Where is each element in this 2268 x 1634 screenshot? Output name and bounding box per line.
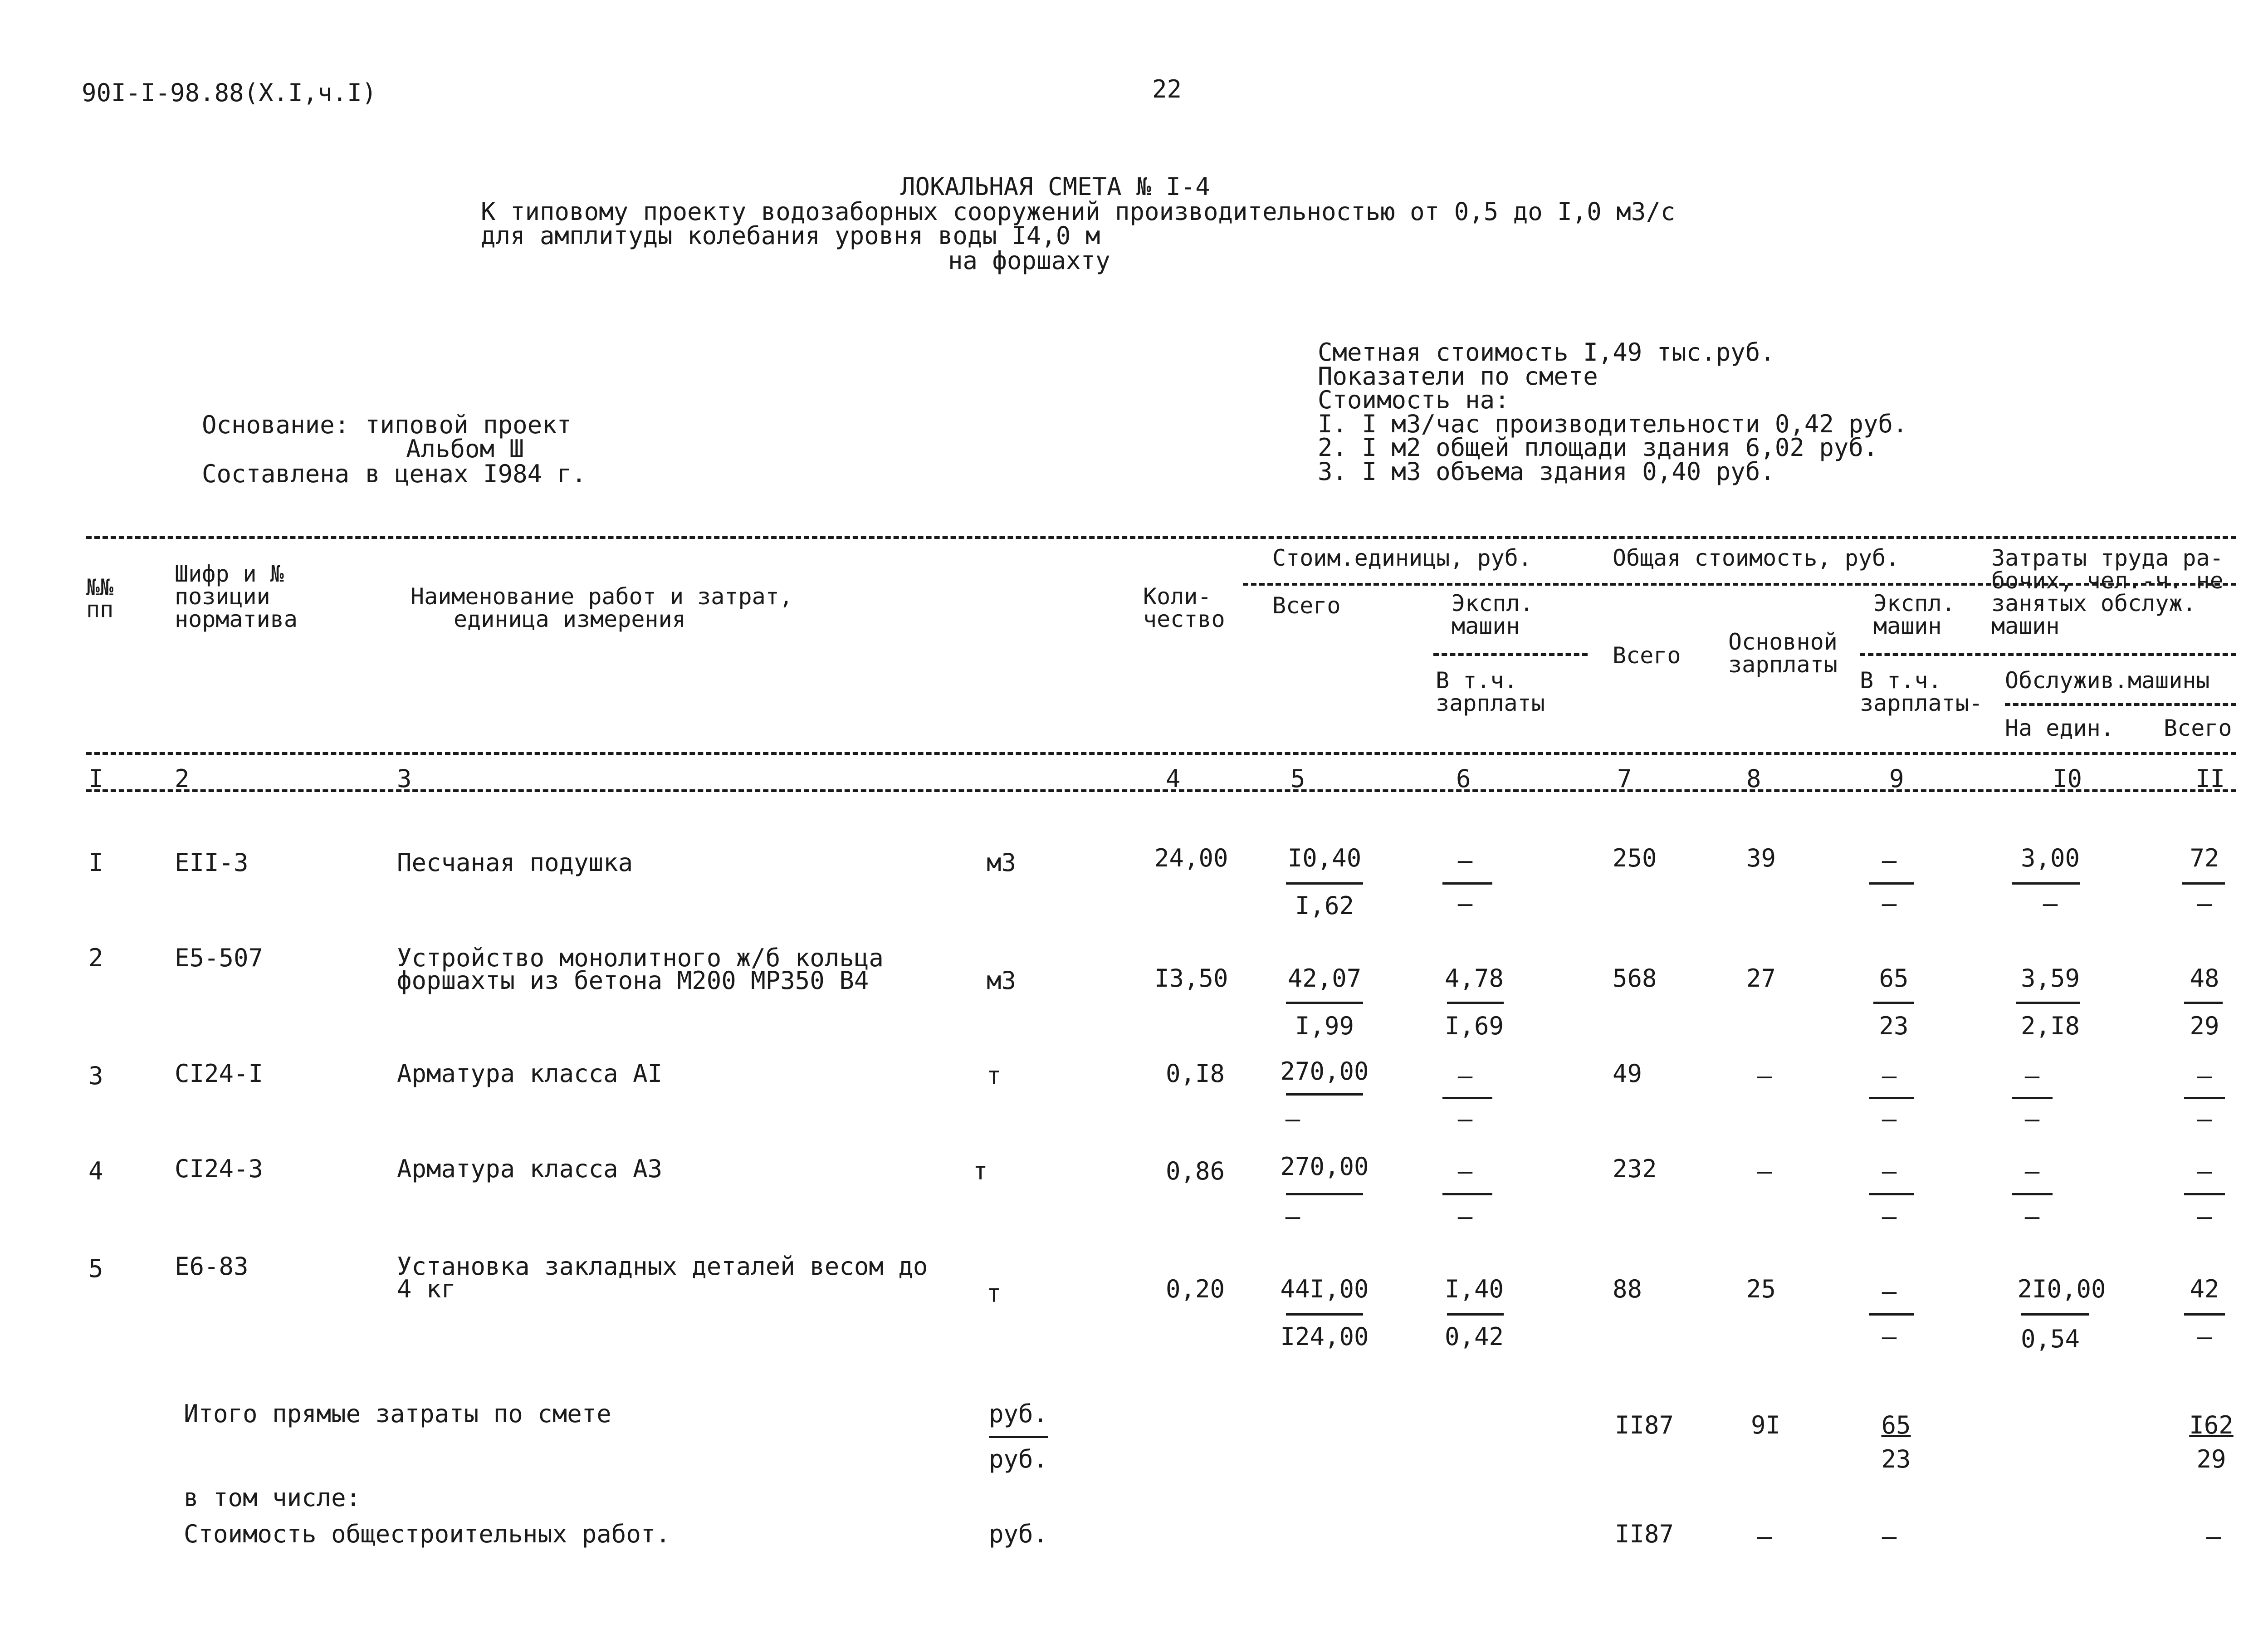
- prices-value: в ценах I984 г.: [365, 460, 587, 488]
- mach-subrule: [1433, 653, 1588, 656]
- row4-labor-total: –: [2197, 1157, 2212, 1185]
- header-bottom-rule: [86, 752, 2236, 755]
- row2-code: Е5-507: [175, 944, 264, 972]
- row2-total: 568: [1613, 964, 1657, 993]
- row1-labor-total: 72: [2190, 844, 2219, 872]
- col-labor-4: машин: [1991, 613, 2060, 639]
- col-labor-3: занятых обслуж.: [1991, 590, 2196, 616]
- row3-unit: т: [987, 1062, 1002, 1090]
- tmach-subrule: [1860, 653, 2236, 656]
- row3-wage: –: [1757, 1062, 1772, 1090]
- row3-unit-total: 270,00: [1280, 1057, 1369, 1086]
- row3-unit-rule: [1286, 1093, 1363, 1096]
- general-works-wage: –: [1757, 1522, 1772, 1551]
- indicator-2: 2. I м2 общей площади здания 6,02 руб.: [1318, 433, 1878, 462]
- col-name-1: Наименование работ и затрат,: [411, 583, 793, 610]
- colnum-4: 4: [1166, 764, 1181, 793]
- general-works-labor: –: [2206, 1522, 2221, 1551]
- row2-unit-total: 42,07: [1287, 964, 1362, 993]
- col-unit-total: Всего: [1272, 592, 1341, 619]
- row1-labor-unit-rule: [2012, 882, 2080, 885]
- row1-qty: 24,00: [1154, 844, 1228, 872]
- row1-num: I: [88, 848, 103, 877]
- col-code-1: Шифр и №: [175, 561, 284, 587]
- row5-qty: 0,20: [1166, 1275, 1225, 1303]
- row4-qty: 0,86: [1166, 1157, 1225, 1185]
- row2-unit-rule: [1286, 1002, 1363, 1004]
- general-works-mach: –: [1882, 1522, 1897, 1551]
- row4-mach-wage: –: [1457, 1202, 1473, 1231]
- colnum-10: I0: [2053, 764, 2082, 793]
- col-labor-service: Обслужив.машины: [2005, 667, 2210, 694]
- row5-labor-unit: 2I0,00: [2017, 1275, 2106, 1303]
- prices-label: Составлена: [202, 460, 350, 488]
- col-total-mach-wage-2: зарплаты-: [1860, 690, 1983, 716]
- row5-name-2: 4 кг: [397, 1275, 456, 1303]
- row4-mach-rule: [1442, 1193, 1492, 1195]
- totals-unit-2: руб.: [989, 1445, 1048, 1473]
- row5-mach: I,40: [1444, 1275, 1504, 1303]
- row5-labor-unit-rule: [2021, 1313, 2089, 1316]
- row2-wage: 27: [1746, 964, 1776, 993]
- row4-labor-unit-sub: –: [2024, 1202, 2040, 1231]
- row3-labor-total-sub: –: [2197, 1105, 2212, 1133]
- row4-unit-total: 270,00: [1280, 1152, 1369, 1181]
- colnum-3: 3: [397, 764, 412, 793]
- row5-labor-unit-sub: 0,54: [2020, 1325, 2080, 1353]
- colnum-5: 5: [1290, 764, 1305, 793]
- row3-name: Арматура класса АI: [397, 1059, 663, 1088]
- row4-labor-total-sub: –: [2197, 1202, 2212, 1231]
- row1-wage: 39: [1746, 844, 1776, 872]
- col-labor-2: бочих, чел.-ч. не: [1991, 567, 2224, 594]
- row5-labor-total: 42: [2190, 1275, 2219, 1303]
- row2-labor-unit: 3,59: [2020, 964, 2080, 993]
- row4-unit-rule: [1286, 1193, 1363, 1195]
- totals-labor: I62: [2189, 1411, 2234, 1439]
- row3-qty: 0,I8: [1166, 1059, 1225, 1088]
- row5-mach-rule: [1447, 1313, 1504, 1316]
- row2-qty: I3,50: [1154, 964, 1228, 993]
- col-labor-1: Затраты труда ра-: [1991, 545, 2224, 571]
- col-labor-unit: На един.: [2005, 715, 2114, 741]
- page-number: 22: [1152, 75, 1182, 103]
- col-code-2: позиции: [175, 583, 270, 610]
- table-top-rule: [86, 536, 2236, 539]
- row4-labor-total-rule: [2184, 1193, 2225, 1195]
- row2-tmach: 65: [1879, 964, 1909, 993]
- row2-tmach-rule: [1873, 1002, 1914, 1004]
- row2-labor-unit-rule: [2016, 1002, 2080, 1004]
- colnum-2: 2: [175, 764, 190, 793]
- col-unit-mach-wage-2: зарплаты: [1436, 690, 1545, 716]
- cost-per-label: Стоимость на:: [1318, 386, 1510, 414]
- row1-labor-total-sub: –: [2197, 889, 2212, 918]
- row1-unit-total: I0,40: [1287, 844, 1362, 872]
- totals-label: Итого прямые затраты по смете: [184, 1399, 611, 1428]
- estimate-title: ЛОКАЛЬНАЯ СМЕТА № I-4: [900, 172, 1210, 201]
- labor-subrule: [2005, 703, 2236, 706]
- row1-mach-wage: –: [1457, 889, 1473, 918]
- row5-code: Е6-83: [175, 1252, 249, 1281]
- row5-unit-wage: I24,00: [1280, 1322, 1369, 1351]
- row4-num: 4: [88, 1157, 103, 1185]
- row5-labor-total-sub: –: [2197, 1322, 2212, 1351]
- row3-labor-unit-sub: –: [2024, 1105, 2040, 1133]
- col-total-mach-2: машин: [1873, 613, 1942, 639]
- row5-unit: т: [987, 1279, 1002, 1308]
- row2-mach-wage: I,69: [1444, 1012, 1504, 1040]
- row4-unit: т: [973, 1157, 988, 1185]
- row4-tmach-rule: [1869, 1193, 1914, 1195]
- row3-labor-unit-rule: [2012, 1097, 2053, 1099]
- col-unit-mach-wage-1: В т.ч.: [1436, 667, 1518, 694]
- row2-unit-wage: I,99: [1295, 1012, 1354, 1040]
- row2-num: 2: [88, 944, 103, 972]
- row4-wage: –: [1757, 1157, 1772, 1185]
- col-qty-1: Коли-: [1143, 583, 1212, 610]
- row2-name-1: Устройство монолитного ж/б кольца: [397, 944, 884, 972]
- colnum-6: 6: [1456, 764, 1471, 793]
- row1-labor-unit-sub: –: [2043, 889, 2058, 918]
- row1-unit-wage: I,62: [1295, 891, 1354, 920]
- totals-total: II87: [1615, 1411, 1674, 1439]
- basis-album: Альбом Ш: [406, 435, 524, 463]
- row4-labor-unit-rule: [2012, 1193, 2053, 1195]
- col-unit-cost-group: Стоим.единицы, руб.: [1272, 545, 1532, 571]
- row2-name-2: форшахты из бетона М200 МР350 В4: [397, 966, 869, 995]
- row5-tmach: –: [1882, 1277, 1897, 1306]
- col-unit-mach-2: машин: [1452, 613, 1520, 639]
- basis-label: Основание:: [202, 411, 350, 439]
- indicator-3: 3. I м3 объема здания 0,40 руб.: [1318, 457, 1775, 486]
- col-total-wage-2: зарплаты: [1728, 651, 1838, 678]
- row4-labor-unit: –: [2024, 1157, 2040, 1185]
- totals-labor-sub: 29: [2196, 1445, 2226, 1473]
- row1-total: 250: [1613, 844, 1657, 872]
- row3-tmach-wage: –: [1882, 1105, 1897, 1133]
- row2-labor-total-sub: 29: [2190, 1012, 2219, 1040]
- estimate-subtitle: К типовому проекту водозаборных сооружений производительностью от 0,5 до I,0 м3/с: [481, 197, 1676, 226]
- indicators-label: Показатели по смете: [1318, 362, 1598, 391]
- row1-mach-rule: [1442, 882, 1492, 885]
- row1-code: ЕII-3: [175, 848, 249, 877]
- row1-labor-unit: 3,00: [2020, 844, 2080, 872]
- row1-labor-total-rule: [2182, 882, 2225, 885]
- row5-wage: 25: [1746, 1275, 1776, 1303]
- row3-num: 3: [88, 1062, 103, 1090]
- row2-tmach-wage: 23: [1879, 1012, 1909, 1040]
- estimate-subtitle-3: на форшахту: [948, 246, 1110, 275]
- totals-wage: 9I: [1751, 1411, 1781, 1439]
- row2-unit: м3: [987, 966, 1017, 995]
- row5-tmach-wage: –: [1882, 1322, 1897, 1351]
- col-qty-2: чество: [1143, 606, 1225, 632]
- row3-tmach: –: [1882, 1062, 1897, 1090]
- row4-tmach: –: [1882, 1157, 1897, 1185]
- row4-code: СI24-3: [175, 1155, 264, 1183]
- document-code: 90I-I-98.88(X.I,ч.I): [82, 78, 377, 107]
- row2-labor-total-rule: [2184, 1002, 2223, 1004]
- row5-unit-rule: [1286, 1313, 1363, 1316]
- row5-mach-wage: 0,42: [1444, 1322, 1504, 1351]
- general-works-label: Стоимость общестроительных работ.: [184, 1520, 670, 1548]
- row3-labor-unit: –: [2024, 1062, 2040, 1090]
- col-name-2: единица измерения: [454, 606, 686, 632]
- row5-labor-total-rule: [2184, 1313, 2225, 1316]
- col-total-mach-wage-1: В т.ч.: [1860, 667, 1942, 694]
- row3-mach-rule: [1442, 1097, 1492, 1099]
- row3-mach: –: [1457, 1062, 1473, 1090]
- col-total-wage-1: Основной: [1728, 629, 1838, 655]
- row4-tmach-wage: –: [1882, 1202, 1897, 1231]
- row3-total: 49: [1613, 1059, 1642, 1088]
- colnum-7: 7: [1617, 764, 1632, 793]
- row5-name-1: Установка закладных деталей весом до: [397, 1252, 928, 1281]
- col-unit-mach-1: Экспл.: [1452, 590, 1534, 616]
- basis-value: типовой проект: [365, 411, 572, 439]
- colnum-1: I: [88, 764, 103, 793]
- col-total-all: Всего: [1613, 642, 1681, 669]
- row3-labor-total: –: [2197, 1062, 2212, 1090]
- general-works-total: II87: [1615, 1520, 1674, 1548]
- row3-code: СI24-I: [175, 1059, 264, 1088]
- totals-mach: 65: [1881, 1411, 1911, 1439]
- totals-mach-wage: 23: [1881, 1445, 1911, 1473]
- incl-label: в том числе:: [184, 1483, 361, 1512]
- general-works-unit: руб.: [989, 1520, 1048, 1548]
- indicator-1: I. I м3/час производительности 0,42 руб.: [1318, 410, 1908, 438]
- row1-tmach-wage: –: [1882, 889, 1897, 918]
- row5-num: 5: [88, 1254, 103, 1283]
- row2-labor-unit-sub: 2,I8: [2020, 1012, 2080, 1040]
- row2-mach: 4,78: [1444, 964, 1504, 993]
- row4-unit-wage: –: [1285, 1202, 1300, 1231]
- totals-unit-rule: [989, 1436, 1048, 1438]
- col-labor-total: Всего: [2164, 715, 2232, 741]
- totals-unit-1: руб.: [989, 1399, 1048, 1428]
- col-total-cost-group: Общая стоимость, руб.: [1613, 545, 1900, 571]
- row1-unit: м3: [987, 848, 1017, 877]
- row2-mach-rule: [1447, 1002, 1504, 1004]
- estimate-subtitle-2: для амплитуды колебания уровня воды I4,0 м: [481, 221, 1100, 250]
- row5-unit-total: 44I,00: [1280, 1275, 1369, 1303]
- col-num-1: №№: [86, 574, 114, 601]
- colnum-11: II: [2195, 764, 2225, 793]
- row3-unit-wage: –: [1285, 1105, 1300, 1133]
- row1-name: Песчаная подушка: [397, 848, 633, 877]
- row4-mach: –: [1457, 1157, 1473, 1185]
- col-total-mach-1: Экспл.: [1873, 590, 1955, 616]
- row3-mach-wage: –: [1457, 1105, 1473, 1133]
- col-code-3: норматива: [175, 606, 298, 632]
- estimated-cost: Сметная стоимость I,49 тыс.руб.: [1318, 338, 1775, 367]
- colnum-8: 8: [1746, 764, 1761, 793]
- row1-tmach-rule: [1869, 882, 1914, 885]
- row2-labor-total: 48: [2190, 964, 2219, 993]
- row1-tmach: –: [1882, 846, 1897, 875]
- col-num-2: пп: [86, 596, 114, 622]
- row3-labor-total-rule: [2184, 1097, 2225, 1099]
- row5-total: 88: [1613, 1275, 1642, 1303]
- row3-tmach-rule: [1869, 1097, 1914, 1099]
- row5-tmach-rule: [1869, 1313, 1914, 1316]
- row4-total: 232: [1613, 1155, 1657, 1183]
- colnum-9: 9: [1889, 764, 1904, 793]
- row1-unit-rule: [1286, 882, 1363, 885]
- row1-mach: –: [1457, 846, 1473, 875]
- row4-name: Арматура класса А3: [397, 1155, 663, 1183]
